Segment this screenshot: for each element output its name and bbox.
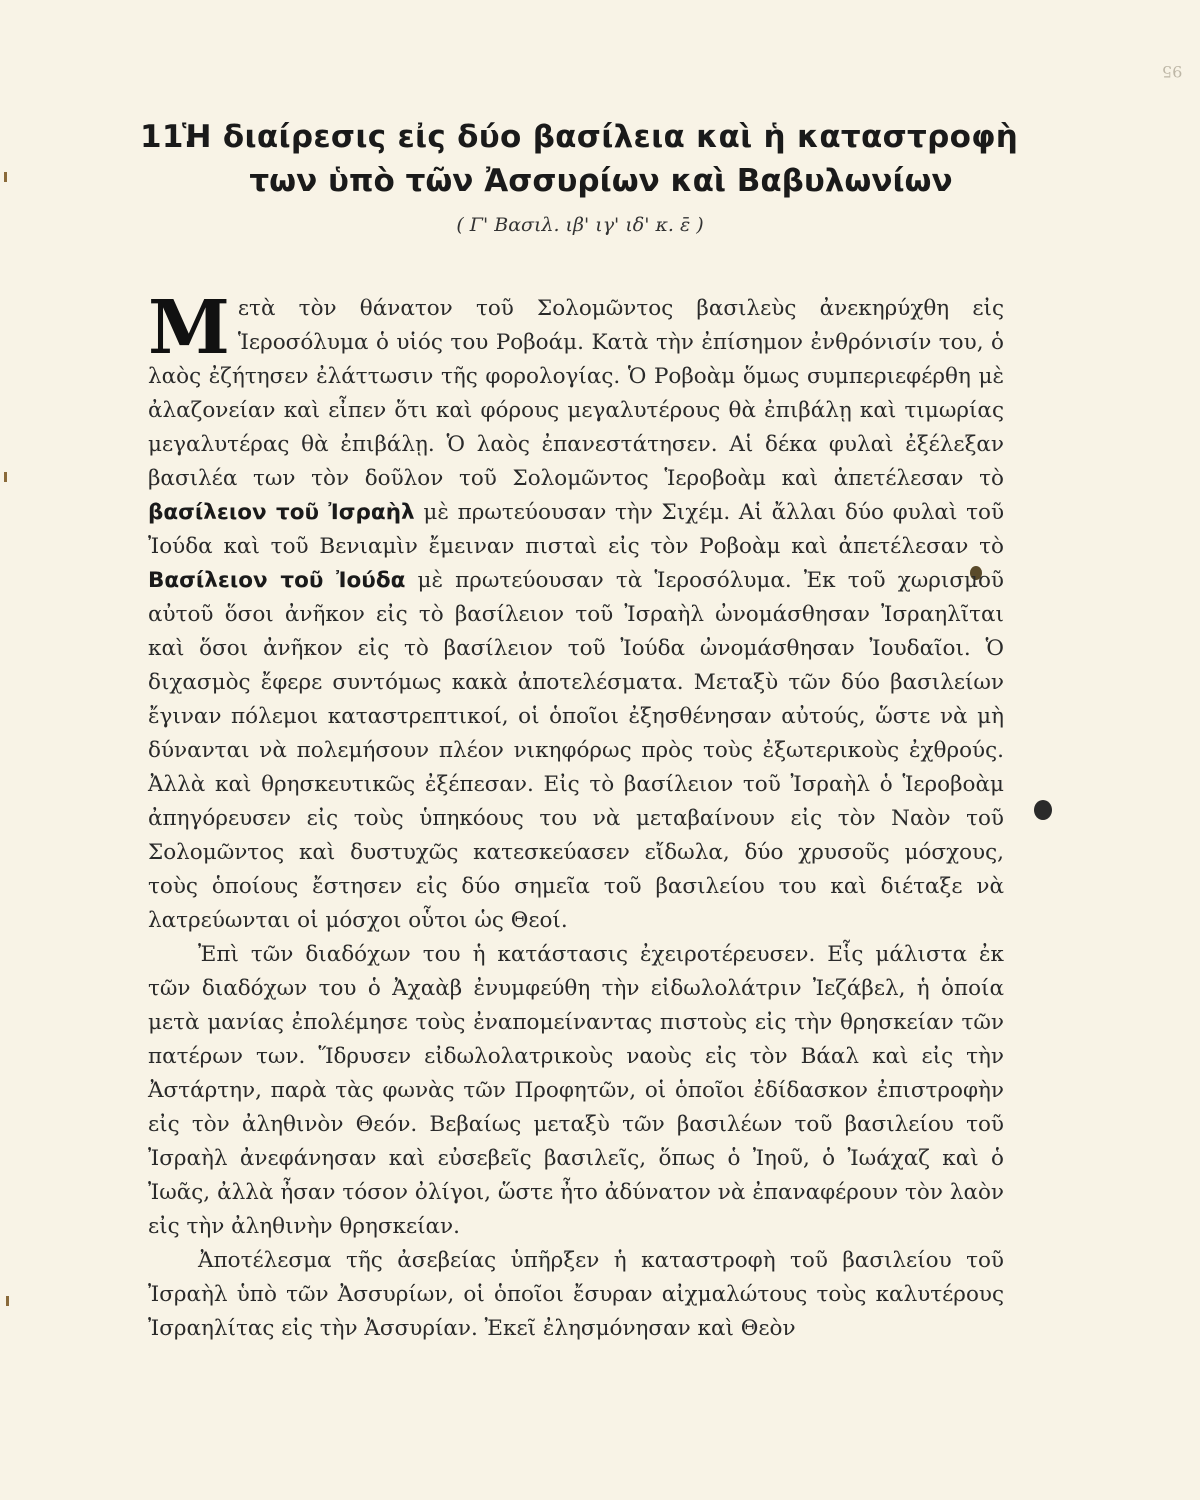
title-line-2: των ὑπὸ τῶν Ἀσσυρίων καὶ Βαβυλωνίων xyxy=(249,163,953,199)
paragraph-3: Ἀποτέλεσμα τῆς ἀσεβείας ὑπῆρξεν ἡ καταστροφὴ τοῦ βασιλείου τοῦ Ἰσραὴλ ὑπὸ τῶν Ἀσσυρίων, οἱ ὁποῖοι ἔσυραν αἰχμαλώτους τοὺς καλυτέρους Ἰσραηλίτας εἰς τὴν Ἀσσυρίαν. Ἐκεῖ ἐλησμόνησαν καὶ Θεὸν xyxy=(148,1248,1004,1341)
paragraph-1-text-c: μὲ πρωτεύουσαν τὰ Ἱεροσόλυμα. Ἐκ τοῦ χωρισμοῦ αὐτοῦ ὅσοι ἀνῆκον εἰς τὸ βασίλειον τοῦ Ἰσραὴλ ὠνομάσθησαν Ἰσραηλῖται καὶ ὅσοι ἀνῆκον εἰς τὸ βασίλειον τοῦ Ἰούδα ὠνομάσθησαν Ἰουδαῖοι. Ὁ διχασμὸς ἔφερε συντόμως κακὰ ἀποτελέσματα. Μεταξὺ τῶν δύο βασιλείων ἔγιναν πόλεμοι καταστρεπτικοί, οἱ ὁποῖοι ἐξησθένησαν αὐτούς, ὥστε νὰ μὴ δύνανται νὰ πολεμήσουν πλέον νικηφόρως πρὸς τοὺς ἐξωτερικοὺς ἐχθρούς. Ἀλλὰ καὶ θρησκευτικῶς ἐξέπεσαν. Εἰς τὸ βασίλειον τοῦ Ἰσραὴλ ὁ Ἱεροβοὰμ ἀπηγόρευσεν εἰς τοὺς ὑπηκόους του νὰ μεταβαίνουν εἰς τὸν Ναὸν τοῦ Σολομῶντος καὶ δυστυχῶς κατεσκεύασεν εἴδωλα, δύο χρυσοῦς μόσχους, τοὺς ὁποίους ἔστησεν εἰς δύο σημεῖα τοῦ βασιλείου του καὶ διέταξε νὰ λατρεύωνται οἱ μόσχοι οὗτοι ὡς Θεοί. xyxy=(148,568,1004,933)
scripture-reference: ( Γ' Βασιλ. ιβ' ιγ' ιδ' κ. ε̄ ) xyxy=(456,214,704,236)
title-line-1: Ἡ διαίρεσις εἰς δύο βασίλεια καὶ ἡ καταστροφὴ xyxy=(182,119,1019,155)
margin-mark xyxy=(4,472,7,482)
paragraph-1-text-b: μὲ πρωτεύουσαν τὴν Σιχέμ. Αἱ ἄλλαι δύο φυλαὶ τοῦ Ἰούδα καὶ τοῦ Βενιαμὶν ἔμειναν πισταὶ εἰς τὸν Ροβοὰμ καὶ ἀπετέλεσαν τὸ xyxy=(148,500,1005,559)
margin-mark xyxy=(4,172,7,182)
section-title xyxy=(140,115,1020,203)
ink-spot xyxy=(1034,800,1052,820)
section-number: 11. xyxy=(140,119,196,155)
drop-cap: Μ xyxy=(148,285,230,371)
paragraph-1-text-a: ετὰ τὸν θάνατον τοῦ Σολομῶντος βασιλεὺς ἀνεκηρύχθη εἰς Ἱεροσόλυμα ὁ υἱός του Ροβοάμ. Κατὰ τὴν ἐπίσημον ἐνθρόνισίν του, ὁ λαὸς ἐζήτησεν ἐλάττωσιν τῆς φορολογίας. Ὁ Ροβοὰμ ὅμως συμπεριεφέρθη μὲ ἀλαζονείαν καὶ εἶπεν ὅτι καὶ φόρους μεγαλυτέρους θὰ ἐπιβάλῃ καὶ τιμωρίας μεγαλυτέρας θὰ ἐπιβάλῃ. Ὁ λαὸς ἐπανεστάτησεν. Αἱ δέκα φυλαὶ ἐξέλεξαν βασιλέα των τὸν δοῦλον τοῦ Σολομῶντος Ἱεροβοὰμ καὶ ἀπετέλεσαν τὸ xyxy=(148,296,1004,491)
kingdom-judah-term: Βασίλειον τοῦ Ἰούδα xyxy=(148,568,406,593)
margin-mark xyxy=(6,1296,9,1306)
body-text xyxy=(148,285,1005,1346)
paragraph-1 xyxy=(148,285,1005,938)
paragraph-2: Ἐπὶ τῶν διαδόχων του ἡ κατάστασις ἐχειροτέρευσεν. Εἷς μάλιστα ἐκ τῶν διαδόχων του ὁ Ἀχαὰβ ἐνυμφεύθη τὴν εἰδωλολάτριν Ἰεζάβελ, ἡ ὁποία μετὰ μανίας ἐπολέμησε τοὺς ἐναπομείναντας πιστοὺς εἰς τὴν θρησκείαν τῶν πατέρων των. Ἵδρυσεν εἰδωλολατρικοὺς ναοὺς εἰς τὸν Βάαλ καὶ εἰς τὴν Ἀστάρτην, παρὰ τὰς φωνὰς τῶν Προφητῶν, οἱ ὁποῖοι ἐδίδασκον ἐπιστροφὴν εἰς τὸν ἀληθινὸν Θεόν. Βεβαίως μεταξὺ τῶν βασιλέων τοῦ βασιλείου τοῦ Ἰσραὴλ ἀνεφάνησαν καὶ εὐσεβεῖς βασιλεῖς, ὅπως ὁ Ἰηοῦ, ὁ Ἰωάχαζ καὶ ὁ Ἰωᾶς, ἀλλὰ ἦσαν τόσον ὀλίγοι, ὥστε ἦτο ἀδύνατον νὰ ἐπαναφέρουν τὸν λαὸν εἰς τὴν ἀληθινὴν θρησκείαν. xyxy=(148,942,1004,1239)
kingdom-israel-term: βασίλειον τοῦ Ἰσραὴλ xyxy=(148,500,415,525)
page-number: 95 xyxy=(1161,62,1182,81)
